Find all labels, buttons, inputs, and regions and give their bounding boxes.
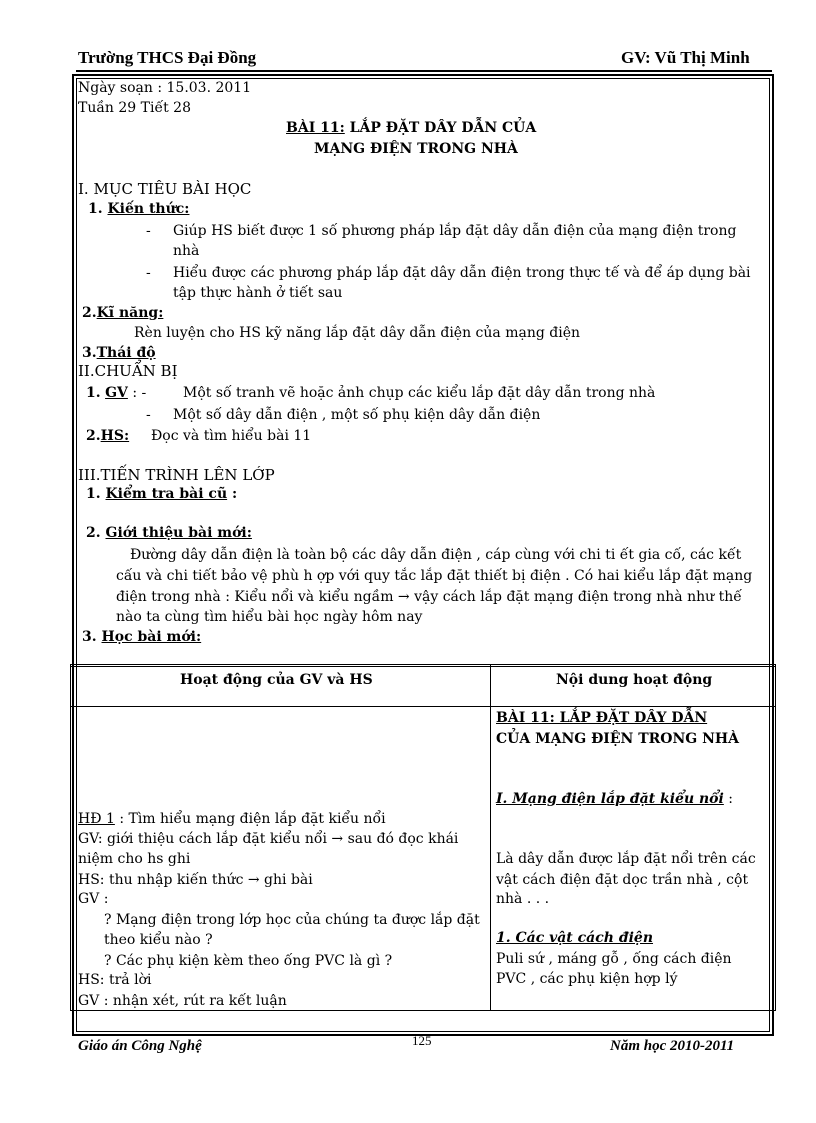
left-line2: GV: giới thiệu cách lắp đặt kiểu nổi → sau đó đọc khái [78, 831, 459, 847]
prep-gv-item2: Một số dây dẫn điện , một số phụ kiện dây dẫn điện [173, 407, 541, 423]
skills-text: Rèn luyện cho HS kỹ năng lắp đặt dây dẫn điện của mạng điện [134, 325, 581, 341]
table-col1-header: Hoạt động của GV và HS [180, 672, 373, 688]
subsection1-line1: Puli sứ , máng gỗ , ống cách điện [496, 951, 732, 967]
step2-heading: 2. Giới thiệu bài mới: [86, 525, 252, 541]
definition-line1: Là dây dẫn được lắp đặt nổi trên các [496, 851, 756, 867]
objectives-heading: I. MỤC TIÊU BÀI HỌC [78, 180, 252, 198]
left-line6: ? Mạng điện trong lớp học của chúng ta được lắp đặt [104, 912, 480, 928]
knowledge-item1-line1: Giúp HS biết được 1 số phương pháp lắp đặt dây dẫn điện của mạng điện trong [173, 223, 737, 239]
left-line4: HS: thu nhập kiến thức → ghi bài [78, 872, 313, 888]
left-line10: GV : nhận xét, rút ra kết luận [78, 993, 287, 1009]
lesson-title-line2: MẠNG ĐIỆN TRONG NHÀ [314, 141, 518, 157]
intro-line4: nào ta cùng tìm hiểu bài học ngày hôm nay [116, 609, 423, 625]
prep-hs-text: Đọc và tìm hiểu bài 11 [151, 428, 312, 444]
left-line7: theo kiểu nào ? [104, 932, 213, 948]
table-top-border [70, 664, 776, 665]
week-period: Tuần 29 Tiết 28 [78, 100, 191, 116]
activity-1: HĐ 1 : Tìm hiểu mạng điện lắp đặt kiểu nổi [78, 811, 386, 827]
left-line8: ? Các phụ kiện kèm theo ống PVC là gì ? [104, 953, 393, 969]
header-rule [76, 70, 772, 72]
prep-heading: II.CHUẨN BỊ [78, 362, 178, 380]
knowledge-item1-line2: nhà [173, 243, 200, 259]
definition-line3: nhà . . . [496, 891, 550, 907]
knowledge-heading: 1. Kiến thức: [88, 201, 190, 217]
table-top-border-2 [70, 666, 776, 667]
definition-line2: vật cách điện đặt dọc trần nhà , cột [496, 872, 749, 888]
intro-line2: cấu và chi tiết bảo vệ phù h ợp với quy tắc lắp đặt thiết bị điện . Có hai kiểu lắp đặt mạng [116, 568, 753, 584]
intro-line1: Đường dây dẫn điện là toàn bộ các dây dẫn điện , cáp cùng với chi ti ết gia cố, các kết [130, 547, 742, 563]
school-name: Trường THCS Đại Đồng [78, 48, 257, 67]
table-left-border [70, 664, 71, 1011]
left-line9: HS: trả lời [78, 972, 152, 988]
table-bottom-border [70, 1010, 776, 1011]
skills-heading: 2.Kĩ năng: [82, 305, 164, 321]
prep-hs-line: 2.HS: [86, 428, 130, 444]
table-right-border [775, 664, 776, 1011]
footer-year: Năm học 2010-2011 [610, 1038, 735, 1054]
teacher-name: GV: Vũ Thị Minh [621, 48, 750, 67]
right-title-line2: CỦA MẠNG ĐIỆN TRONG NHÀ [496, 731, 739, 747]
left-line5: GV : [78, 891, 109, 907]
prep-gv-item1: Một số tranh vẽ hoặc ảnh chụp các kiểu lắp đặt dây dẫn trong nhà [183, 385, 656, 401]
right-title-line1: BÀI 11: LẮP ĐẶT DÂY DẪN [496, 710, 708, 726]
section1-heading: I. Mạng điện lắp đặt kiểu nổi : [496, 791, 734, 807]
table-col2-header: Nội dung hoạt động [556, 672, 713, 688]
knowledge-item2-line1: Hiểu được các phương pháp lắp đặt dây dẫn điện trong thực tế và để áp dụng bài [173, 265, 751, 281]
prep-date: Ngày soạn : 15.03. 2011 [78, 80, 252, 96]
knowledge-dash-1: - [146, 223, 151, 239]
subsection1-line2: PVC , các phụ kiện hợp lý [496, 971, 678, 987]
knowledge-item2-line2: tập thực hành ở tiết sau [173, 285, 343, 301]
step3-heading: 3. Học bài mới: [82, 629, 202, 645]
prep-gv-line: 1. GV : - [86, 385, 147, 401]
lesson-title-line1: BÀI 11: LẮP ĐẶT DÂY DẪN CỦA [286, 120, 537, 136]
left-line3: niệm cho hs ghi [78, 851, 191, 867]
process-heading: III.TIẾN TRÌNH LÊN LỚP [78, 466, 275, 484]
lesson-label: BÀI 11: [286, 120, 345, 136]
page-number: 125 [412, 1033, 432, 1048]
step1-heading: 1. Kiểm tra bài cũ : [86, 486, 238, 502]
footer-subject: Giáo án Công Nghệ [78, 1038, 202, 1054]
table-header-divider [70, 706, 776, 707]
table-col-divider [490, 664, 491, 1011]
subsection1-heading: 1. Các vật cách điện [496, 930, 654, 946]
knowledge-dash-2: - [146, 265, 151, 281]
intro-line3: điện trong nhà : Kiểu nổi và kiểu ngầm → vậy cách lắp đặt mạng điện trong nhà như thế [116, 589, 742, 605]
attitude-heading: 3.Thái độ [82, 345, 156, 361]
prep-gv-dash: - [146, 407, 151, 423]
